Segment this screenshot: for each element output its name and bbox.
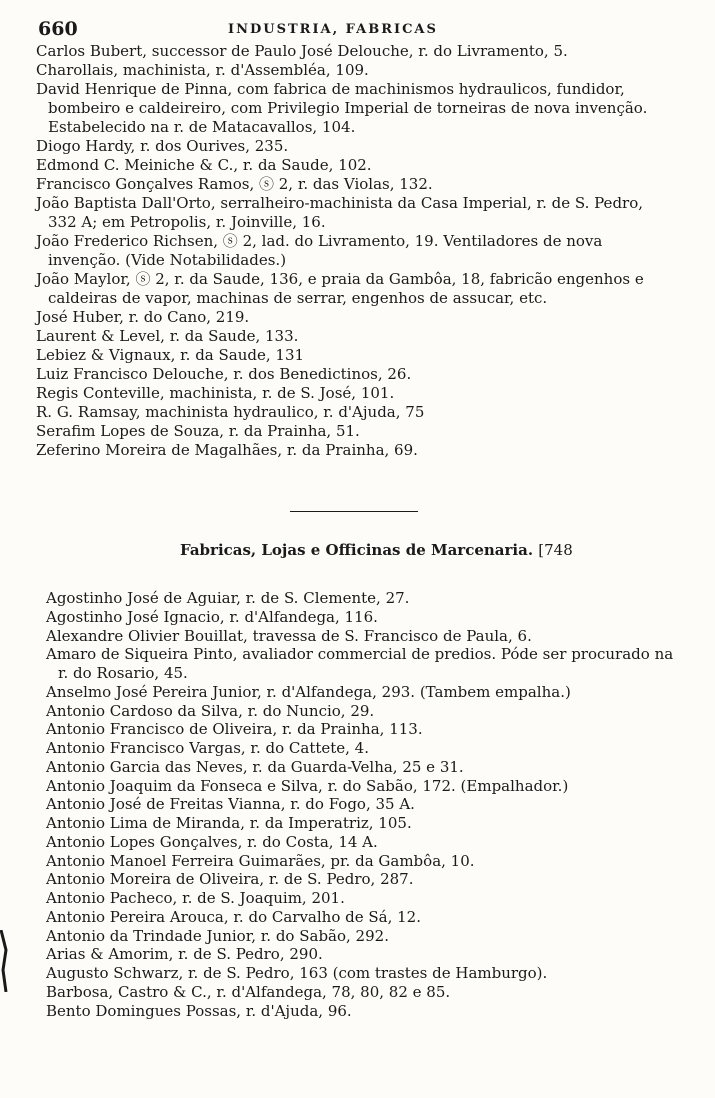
list-item: Luiz Francisco Delouche, r. dos Benedictinos, 26. <box>36 365 412 383</box>
list-item: Arias & Amorim, r. de S. Pedro, 290. <box>46 945 323 964</box>
list-item: Serafim Lopes de Souza, r. da Prainha, 51. <box>36 422 360 440</box>
running-head: INDUSTRIA, FABRICAS <box>228 22 438 37</box>
list-item: Agostinho José de Aguiar, r. de S. Clemente, 27. <box>46 589 410 607</box>
section-title: Fabricas, Lojas e Officinas de Marcenaria. <box>180 541 534 559</box>
list-item: Regis Conteville, machinista, r. de S. José, 101. <box>36 384 395 402</box>
list-item: Charollais, machinista, r. d'Assembléa, 109. <box>36 61 369 79</box>
list-item: Antonio Lopes Gonçalves, r. do Costa, 14 A. <box>46 832 378 851</box>
list-item: Antonio Pereira Arouca, r. do Carvalho de Sá, 12. <box>46 907 421 926</box>
section-reference: [748 <box>538 541 573 559</box>
page-header <box>38 18 678 40</box>
list-item: Antonio Joaquim da Fonseca e Silva, r. do Sabão, 172. (Empalhador.) <box>46 776 569 795</box>
binding-edge-mark <box>0 930 8 992</box>
list-item: Antonio Pacheco, r. de S. Joaquim, 201. <box>46 889 345 907</box>
list-item: Antonio Lima de Miranda, r. da Imperatriz, 105. <box>46 814 412 832</box>
list-item: Alexandre Olivier Bouillat, travessa de S. Francisco de Paula, 6. <box>46 626 532 645</box>
list-item: Laurent & Level, r. da Saude, 133. <box>36 327 299 345</box>
list-item: José Huber, r. do Cano, 219. <box>36 308 250 326</box>
list-item: Antonio Francisco de Oliveira, r. da Prainha, 113. <box>46 720 423 739</box>
list-item: Lebiez & Vignaux, r. da Saude, 131 <box>36 346 305 364</box>
page-number: 660 <box>38 18 78 40</box>
section-divider <box>290 511 418 512</box>
list-item: Antonio José de Freitas Vianna, r. do Fogo, 35 A. <box>46 795 415 814</box>
list-item: David Henrique de Pinna, com fabrica de machinismos hydraulicos, fundidor, bombeiro e caldeireiro, com Privilegio Imperial de torneiras de nova invenção. Estabelecido na r. de Matacavallos, 104. <box>36 80 648 136</box>
list-item: Antonio Cardoso da Silva, r. do Nuncio, 29. <box>46 701 375 720</box>
list-item: Augusto Schwarz, r. de S. Pedro, 163 (com trastes de Hamburgo). <box>46 964 548 982</box>
list-item: Antonio Moreira de Oliveira, r. de S. Pedro, 287. <box>46 870 414 889</box>
list-item: Antonio da Trindade Junior, r. do Sabão, 292. <box>46 926 389 945</box>
list-item: João Frederico Richsen, ⓢ 2, lad. do Livramento, 19. Ventiladores de nova invenção. (Vide Notabilidades.) <box>36 232 603 269</box>
list-item: Agostinho José Ignacio, r. d'Alfandega, 116. <box>46 607 378 626</box>
list-item: R. G. Ramsay, machinista hydraulico, r. d'Ajuda, 75 <box>36 403 425 421</box>
list-item: Antonio Manoel Ferreira Guimarães, pr. da Gambôa, 10. <box>46 851 475 870</box>
list-item: Zeferino Moreira de Magalhães, r. da Prainha, 69. <box>36 441 418 459</box>
list-item: João Maylor, ⓢ 2, r. da Saude, 136, e praia da Gambôa, 18, fabricão engenhos e caldeiras de vapor, machinas de serrar, engenhos de assucar, etc. <box>36 270 644 307</box>
list-item: Antonio Francisco Vargas, r. do Cattete, 4. <box>46 739 369 757</box>
list-item: Antonio Garcia das Neves, r. da Guarda-Velha, 25 e 31. <box>46 757 464 776</box>
list-item: Francisco Gonçalves Ramos, ⓢ 2, r. das Violas, 132. <box>36 175 433 193</box>
list-item: Diogo Hardy, r. dos Ourives, 235. <box>36 137 289 155</box>
list-item: Amaro de Siqueira Pinto, avaliador commercial de predios. Póde ser procurado na r. do Rosario, 45. <box>46 645 674 682</box>
section-1-entries <box>36 42 672 460</box>
list-item: Bento Domingues Possas, r. d'Ajuda, 96. <box>46 1001 352 1020</box>
section-heading <box>180 541 573 559</box>
list-item: Barbosa, Castro & C., r. d'Alfandega, 78, 80, 82 e 85. <box>46 982 451 1001</box>
list-item: Anselmo José Pereira Junior, r. d'Alfandega, 293. (Tambem empalha.) <box>46 682 571 701</box>
list-item: Edmond C. Meiniche & C., r. da Saude, 102. <box>36 156 372 174</box>
section-2-entries <box>46 589 674 1020</box>
list-item: João Baptista Dall'Orto, serralheiro-machinista da Casa Imperial, r. de S. Pedro, 332 A; em Petropolis, r. Joinville, 16. <box>36 194 644 231</box>
list-item: Carlos Bubert, successor de Paulo José Delouche, r. do Livramento, 5. <box>36 42 568 60</box>
